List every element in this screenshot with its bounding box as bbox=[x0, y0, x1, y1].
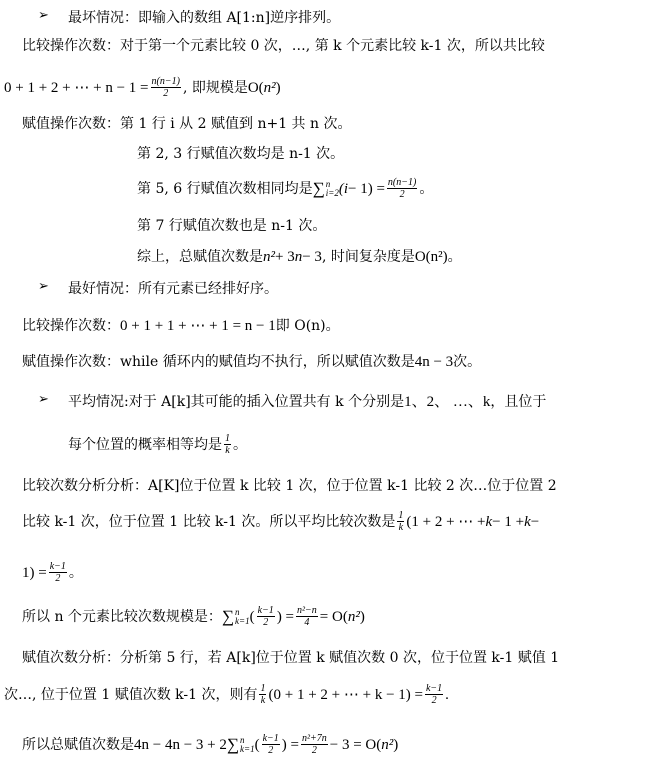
summation-limits bbox=[326, 180, 339, 198]
text-segment: 。 bbox=[233, 436, 247, 453]
fraction-denominator: 2 bbox=[163, 88, 169, 99]
summation-lower: i=2 bbox=[325, 187, 339, 198]
math-text: (0 + 1 + 2 + ⋯ + k − 1) = bbox=[268, 686, 423, 703]
fraction-numerator: k−1 bbox=[425, 683, 443, 694]
fraction-numerator: n(n−1) bbox=[151, 76, 180, 87]
math-text: (1 + 2 + ⋯ + bbox=[406, 513, 486, 530]
math-text: ) bbox=[393, 736, 399, 753]
fraction-denominator: k bbox=[225, 445, 230, 456]
text-segment: 第 2, 3 行赋值次数均是 n-1 次。 bbox=[137, 146, 345, 162]
math-text: ) = bbox=[276, 608, 295, 625]
math-variable: n bbox=[294, 249, 303, 265]
bullet-arrow-icon: ➢ bbox=[38, 8, 49, 23]
text-segment: 比较 k-1 次，位于位置 1 比较 k-1 次。所以平均比较次数是 bbox=[22, 513, 396, 530]
math-text: 4n − 4n − 3 + 2 bbox=[134, 736, 227, 753]
text-line bbox=[68, 279, 278, 299]
math-variable: k bbox=[485, 513, 493, 530]
math-text: 0 + 1 + 1 + ⋯ + 1 = n − 1 bbox=[120, 318, 276, 334]
math-text: = O( bbox=[319, 608, 348, 625]
fraction-numerator: n²+7n bbox=[302, 733, 327, 744]
math-text: . bbox=[445, 686, 449, 703]
text-segment: , 时间复杂度是 bbox=[321, 249, 415, 265]
math-variable: (i bbox=[338, 180, 348, 197]
text-line bbox=[4, 683, 449, 706]
text-segment: , 即规模是 bbox=[182, 79, 248, 96]
text-segment: 第 5, 6 行赋值次数相同均是 bbox=[137, 180, 313, 197]
text-segment: 。 bbox=[419, 180, 434, 197]
text-segment: 比较操作次数： bbox=[22, 318, 120, 334]
math-text: ( bbox=[254, 736, 260, 753]
fraction-denominator: 2 bbox=[263, 617, 269, 628]
text-line bbox=[22, 510, 539, 533]
fraction bbox=[262, 733, 280, 756]
fraction-numerator: k−1 bbox=[49, 561, 66, 572]
text-line bbox=[137, 177, 433, 200]
text-segment: 每个位置的概率相等均是 bbox=[68, 436, 222, 453]
text-line bbox=[4, 76, 281, 99]
summation-lower: k=1 bbox=[240, 743, 255, 754]
text-segment: 第 7 行赋值次数也是 n-1 次。 bbox=[137, 218, 327, 234]
text-segment: 综上，总赋值次数是 bbox=[137, 249, 263, 265]
text-segment: 赋值操作次数：第 1 行 i 从 2 赋值到 n+1 共 n 次。 bbox=[22, 116, 352, 132]
math-text: O(n²) bbox=[414, 249, 448, 265]
fraction-numerator: n(n−1) bbox=[387, 177, 417, 188]
summation-limits bbox=[235, 608, 250, 626]
text-line bbox=[68, 8, 340, 28]
math-text: − 1 + bbox=[492, 513, 525, 530]
math-variable: k bbox=[524, 513, 531, 530]
math-text: 1、2、 …、k bbox=[404, 394, 491, 410]
fraction-numerator: k−1 bbox=[262, 733, 279, 744]
math-text: ) bbox=[275, 79, 281, 96]
math-variable: n² bbox=[263, 249, 275, 265]
text-segment: 赋值操作次数：while 循环内的赋值均不执行，所以赋值次数是 bbox=[22, 354, 415, 370]
fraction-denominator: 2 bbox=[431, 695, 437, 706]
math-variable: n² bbox=[381, 736, 394, 753]
text-segment: 平均情况:对于 A[k]其可能的插入位置共有 k 个分别是 bbox=[68, 394, 405, 410]
text-line bbox=[22, 36, 545, 56]
fraction bbox=[224, 433, 231, 456]
summation-limits bbox=[240, 736, 255, 754]
math-text: ) bbox=[359, 608, 365, 625]
fraction-denominator: 4 bbox=[304, 617, 310, 628]
math-text: − 3 = O( bbox=[329, 736, 382, 753]
text-line bbox=[22, 316, 340, 336]
text-segment: 赋值次数分析：分析第 5 行，若 A[k]位于位置 k 赋值次数 0 次，位于位置 k-1 赋值 1 bbox=[22, 650, 560, 666]
fraction bbox=[49, 561, 67, 584]
fraction-numerator: 1 bbox=[260, 683, 266, 694]
fraction bbox=[151, 76, 181, 99]
text-line bbox=[22, 352, 481, 372]
math-text: − bbox=[530, 513, 540, 530]
text-line bbox=[137, 247, 462, 267]
math-text: ( bbox=[249, 608, 255, 625]
sigma-symbol: ∑ bbox=[221, 606, 235, 626]
summation-upper: n bbox=[235, 606, 240, 617]
text-line bbox=[22, 733, 398, 756]
math-variable: n² bbox=[347, 608, 360, 625]
summation bbox=[313, 179, 339, 199]
fraction bbox=[425, 683, 443, 706]
text-line bbox=[137, 216, 326, 236]
math-text: − 1) = bbox=[348, 180, 385, 197]
math-text: ) = bbox=[281, 736, 299, 753]
sigma-symbol: ∑ bbox=[226, 734, 240, 754]
text-line bbox=[68, 433, 247, 456]
summation-upper: n bbox=[325, 178, 331, 189]
fraction bbox=[296, 605, 318, 628]
text-segment: 。 bbox=[447, 249, 462, 265]
fraction-numerator: k−1 bbox=[257, 605, 274, 616]
summation-upper: n bbox=[240, 734, 245, 745]
fraction-denominator: 2 bbox=[55, 573, 61, 584]
math-text: O( bbox=[247, 79, 264, 96]
fraction-numerator: n²−n bbox=[297, 605, 317, 616]
text-line bbox=[22, 561, 83, 584]
math-variable: n² bbox=[263, 79, 276, 96]
math-text: + 3 bbox=[275, 249, 295, 265]
fraction-denominator: 2 bbox=[311, 745, 317, 756]
text-line bbox=[68, 392, 546, 412]
summation bbox=[227, 735, 255, 755]
text-segment: 比较次数分析分析：A[K]位于位置 k 比较 1 次，位于位置 k-1 比较 2 次…位于位置 2 bbox=[22, 478, 557, 494]
fraction-numerator: 1 bbox=[225, 433, 230, 444]
bullet-arrow-icon: ➢ bbox=[38, 392, 49, 407]
text-segment: 即 O(n)。 bbox=[275, 318, 340, 334]
text-line bbox=[22, 648, 559, 668]
text-segment: 所以总赋值次数是 bbox=[22, 736, 134, 753]
math-text: 4n − 3 bbox=[414, 354, 454, 370]
text-line bbox=[137, 144, 344, 164]
text-line bbox=[22, 476, 557, 496]
text-segment: 最好情况：所有元素已经排好序。 bbox=[68, 281, 278, 297]
fraction-denominator: 2 bbox=[399, 189, 405, 200]
text-segment: 最坏情况：即输入的数组 A[1:n]逆序排列。 bbox=[68, 10, 341, 26]
text-segment: 次。 bbox=[453, 354, 482, 370]
fraction-denominator: k bbox=[260, 695, 266, 706]
fraction bbox=[257, 605, 275, 628]
bullet-arrow-icon: ➢ bbox=[38, 279, 49, 294]
sigma-symbol: ∑ bbox=[312, 178, 325, 198]
fraction bbox=[397, 510, 404, 533]
text-segment: 次…, 位于位置 1 赋值次数 k-1 次，则有 bbox=[4, 686, 258, 703]
summation-lower: k=1 bbox=[235, 615, 250, 626]
fraction bbox=[301, 733, 328, 756]
summation bbox=[222, 607, 250, 627]
fraction bbox=[259, 683, 266, 706]
math-text: 0 + 1 + 2 + ⋯ + n − 1 = bbox=[4, 79, 149, 96]
fraction-numerator: 1 bbox=[398, 510, 404, 521]
text-line bbox=[22, 605, 365, 628]
fraction bbox=[387, 177, 417, 200]
text-segment: 。 bbox=[68, 564, 83, 581]
text-segment: ，且位于 bbox=[490, 394, 547, 410]
fraction-denominator: 2 bbox=[268, 745, 274, 756]
math-text: − 3 bbox=[302, 249, 322, 265]
text-line bbox=[22, 114, 351, 134]
text-segment: 比较操作次数：对于第一个元素比较 0 次，…, 第 k 个元素比较 k-1 次，所以共比较 bbox=[22, 38, 545, 54]
math-text: 1) = bbox=[22, 564, 47, 581]
fraction-denominator: k bbox=[398, 522, 404, 533]
text-segment: 所以 n 个元素比较次数规模是： bbox=[22, 608, 222, 625]
